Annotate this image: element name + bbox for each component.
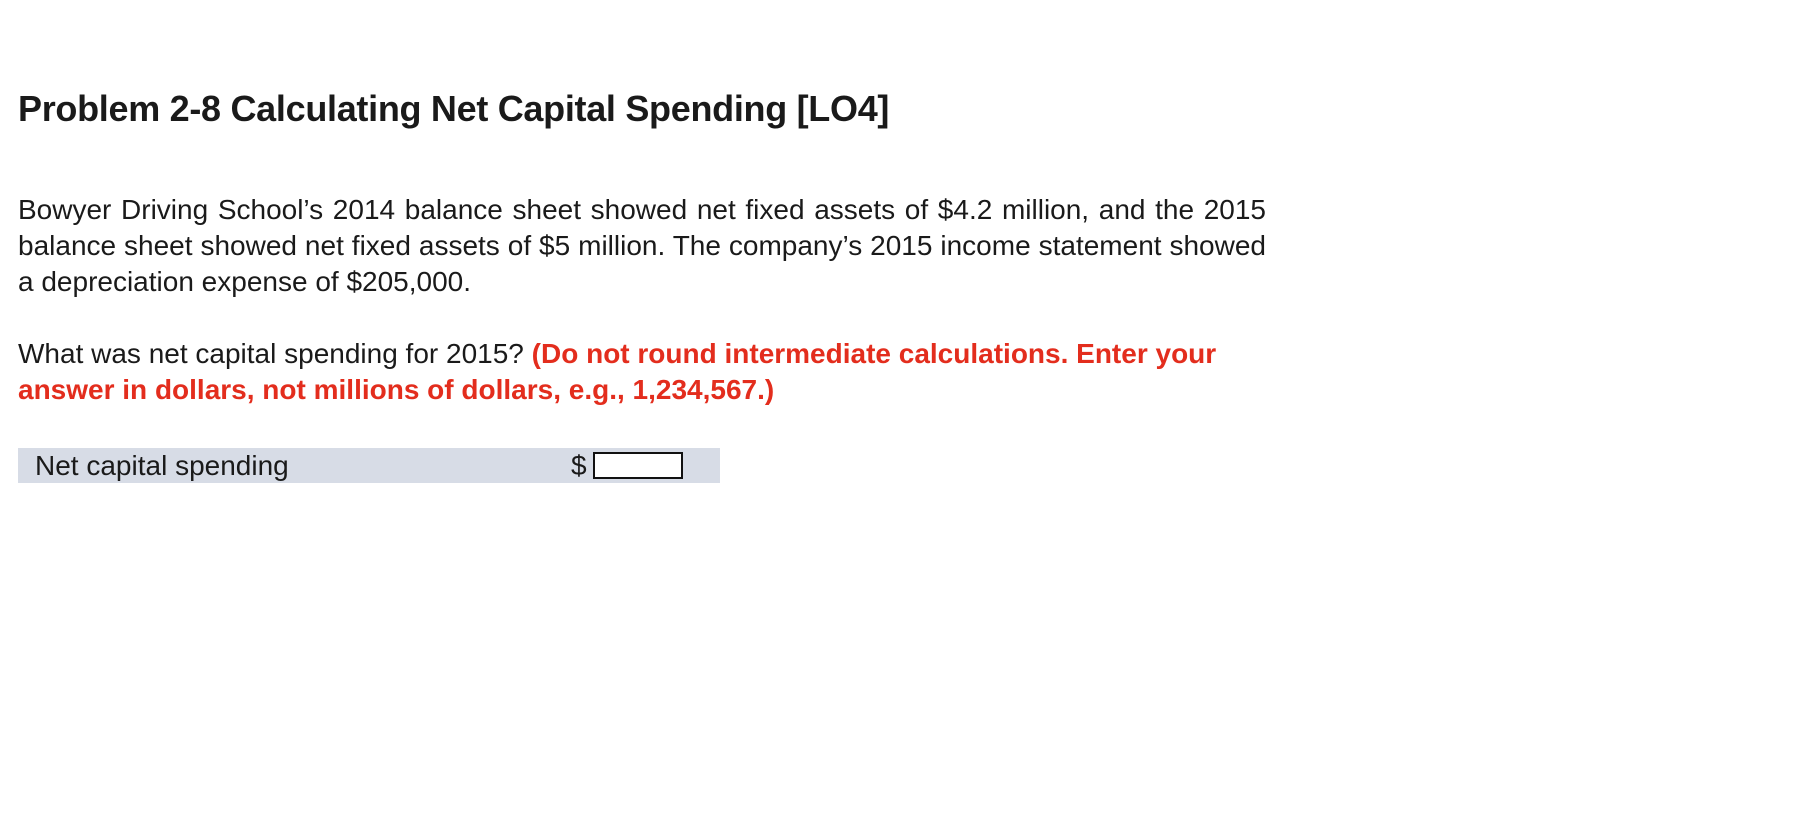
currency-symbol: $ xyxy=(571,450,587,481)
problem-content xyxy=(18,86,1266,408)
answer-label: Net capital spending xyxy=(35,450,289,481)
net-capital-spending-input[interactable] xyxy=(593,452,683,479)
problem-title: Problem 2-8 Calculating Net Capital Spending [LO4] xyxy=(18,88,890,129)
problem-paragraph: Bowyer Driving School’s 2014 balance sheet showed net fixed assets of $4.2 million, and the 2015 balance sheet showed net fixed assets of $5 million. The company’s 2015 income statement showed a depreciation expense of $205,000. xyxy=(18,194,1266,297)
instruction-text: (Do not round intermediate calculations. Enter your answer in dollars, not millions of dollars, e.g., 1,234,567.) xyxy=(18,338,1217,405)
answer-row xyxy=(18,448,720,483)
question-text: What was net capital spending for 2015? xyxy=(18,338,524,369)
question-block xyxy=(18,336,1266,408)
